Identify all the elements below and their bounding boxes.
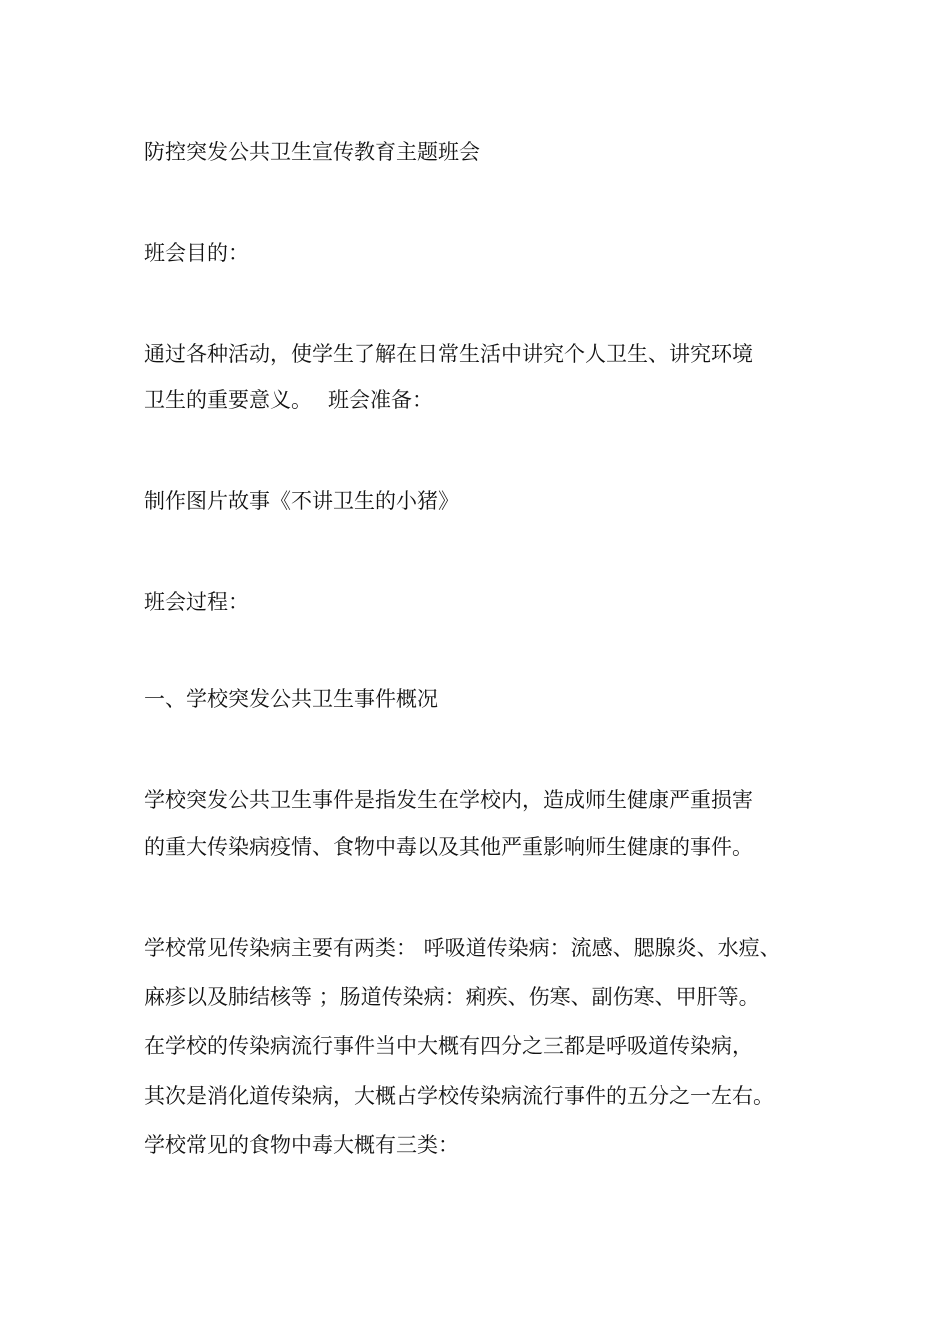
paragraph-2-line-5: 学校常见的食物中毒大概有三类： <box>144 1133 459 1157</box>
paragraph-2-line-2: 麻疹以及肺结核等 ；肠道传染病：痢疾、伤寒、副伤寒、甲肝等。 <box>144 985 760 1009</box>
section-1-heading: 一、学校突发公共卫生事件概况 <box>144 687 438 711</box>
purpose-text-line-2 <box>144 385 433 415</box>
purpose-text-line-1: 通过各种活动，使学生了解在日常生活中讲究个人卫生、讲究环境 <box>144 342 753 366</box>
document-title: 防控突发公共卫生宣传教育主题班会 <box>144 140 480 164</box>
purpose-text-line-2-text: 卫生的重要意义。 <box>144 388 312 412</box>
paragraph-1-line-1: 学校突发公共卫生事件是指发生在学校内，造成师生健康严重损害 <box>144 788 753 812</box>
process-heading: 班会过程： <box>144 590 249 614</box>
purpose-heading: 班会目的： <box>144 241 249 265</box>
paragraph-2-line-1: 学校常见传染病主要有两类： 呼吸道传染病：流感、腮腺炎、水痘、 <box>144 936 781 960</box>
prep-heading: 班会准备： <box>328 388 433 412</box>
prep-text: 制作图片故事《不讲卫生的小猪》 <box>144 489 459 513</box>
paragraph-2-line-3: 在学校的传染病流行事件当中大概有四分之三都是呼吸道传染病， <box>144 1034 753 1058</box>
paragraph-2-line-4: 其次是消化道传染病，大概占学校传染病流行事件的五分之一左右。 <box>144 1084 774 1108</box>
paragraph-1-line-2: 的重大传染病疫情、食物中毒以及其他严重影响师生健康的事件。 <box>144 835 753 859</box>
